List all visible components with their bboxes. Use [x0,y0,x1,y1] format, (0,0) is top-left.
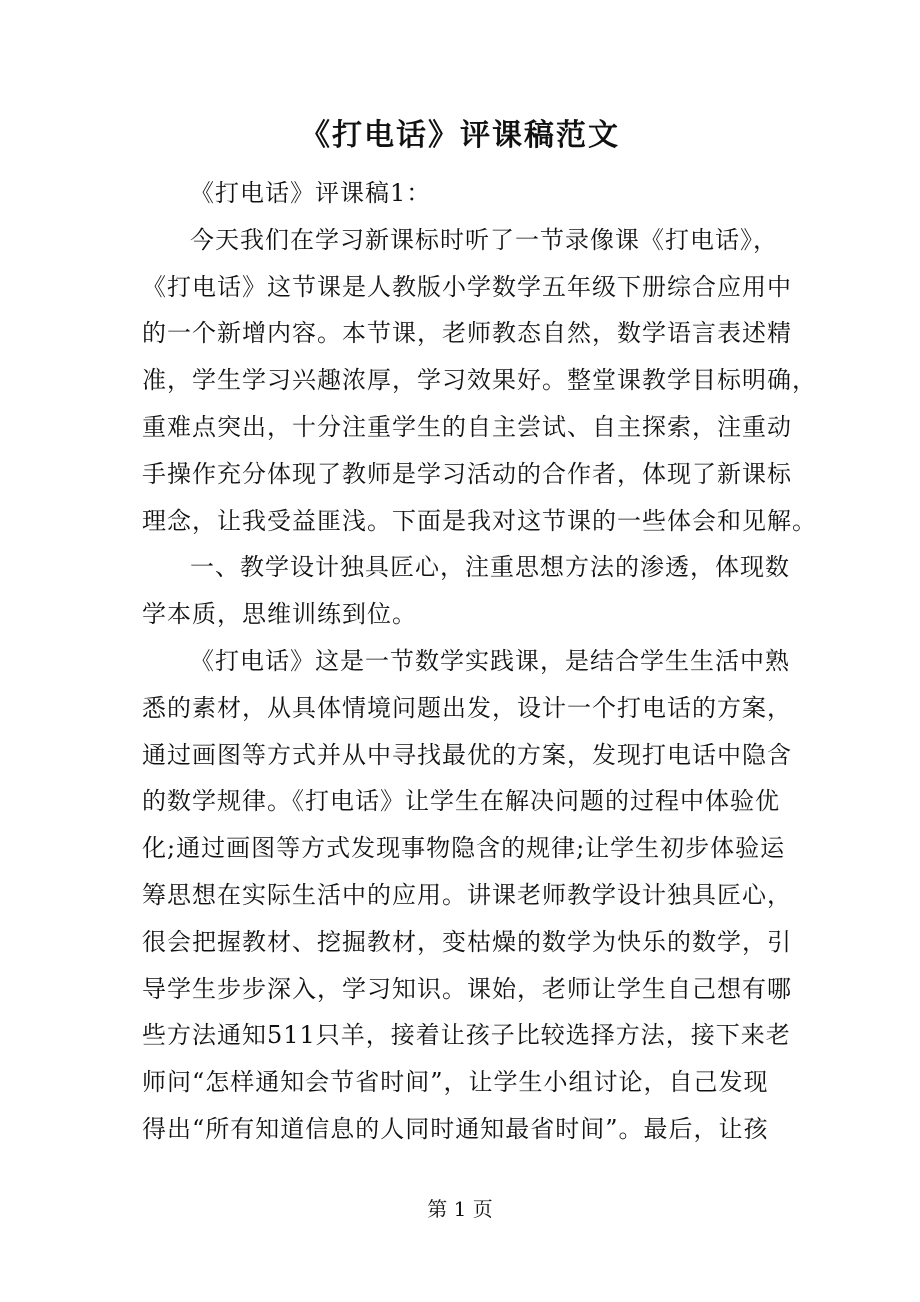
paragraph-line: 手操作充分体现了教师是学习活动的合作者，体现了新课标 [142,459,792,488]
paragraph-line: 重难点突出，十分注重学生的自主尝试、自主探索，注重动 [142,412,792,441]
paragraph-line: 通过画图等方式并从中寻找最优的方案，发现打电话中隐含 [142,740,792,769]
paragraph-line: 《打电话》这节课是人教版小学数学五年级下册综合应用中 [142,272,792,301]
paragraph-line: 的数学规律。《打电话》让学生在解决问题的过程中体验优 [142,787,780,816]
paragraph-line: 很会把握教材、挖掘教材，变枯燥的数学为快乐的数学，引 [142,927,792,956]
paragraph-line: 些方法通知511只羊，接着让孩子比较选择方法，接下来老 [142,1021,791,1050]
paragraph-line: 的一个新增内容。本节课，老师教态自然，数学语言表述精 [142,319,792,348]
section-heading: 《打电话》评课稿1： [190,179,432,207]
paragraph-line: 《打电话》这是一节数学实践课，是结合学生生活中熟 [190,646,790,675]
paragraph-line: 筹思想在实际生活中的应用。讲课老师教学设计独具匠心， [142,880,792,909]
paragraph-line: 悉的素材，从具体情境问题出发，设计一个打电话的方案， [142,693,792,722]
paragraph-line: 理念，让我受益匪浅。下面是我对这节课的一些体会和见解。 [142,506,817,535]
paragraph-line: 化;通过画图等方式发现事物隐含的规律;让学生初步体验运 [142,834,786,863]
page-number: 第 1 页 [427,1197,493,1221]
paragraph-line: 准，学生学习兴趣浓厚，学习效果好。整堂课教学目标明确， [142,366,817,395]
paragraph-line: 得出“所有知道信息的人同时通知最省时间”。最后，让孩 [142,1114,769,1143]
paragraph-line: 学本质，思维训练到位。 [142,600,417,629]
document-body [142,170,817,1153]
document-title: 《打电话》评课稿范文 [300,118,620,153]
paragraph-line: 导学生步步深入，学习知识。课始，老师让学生自己想有哪 [142,974,792,1003]
paragraph-line: 一、教学设计独具匠心，注重思想方法的渗透，体现数 [190,553,790,582]
paragraph-line: 师问“怎样通知会节省时间”，让学生小组讨论，自己发现 [142,1068,769,1097]
paragraph-line: 今天我们在学习新课标时听了一节录像课《打电话》， [190,225,778,254]
